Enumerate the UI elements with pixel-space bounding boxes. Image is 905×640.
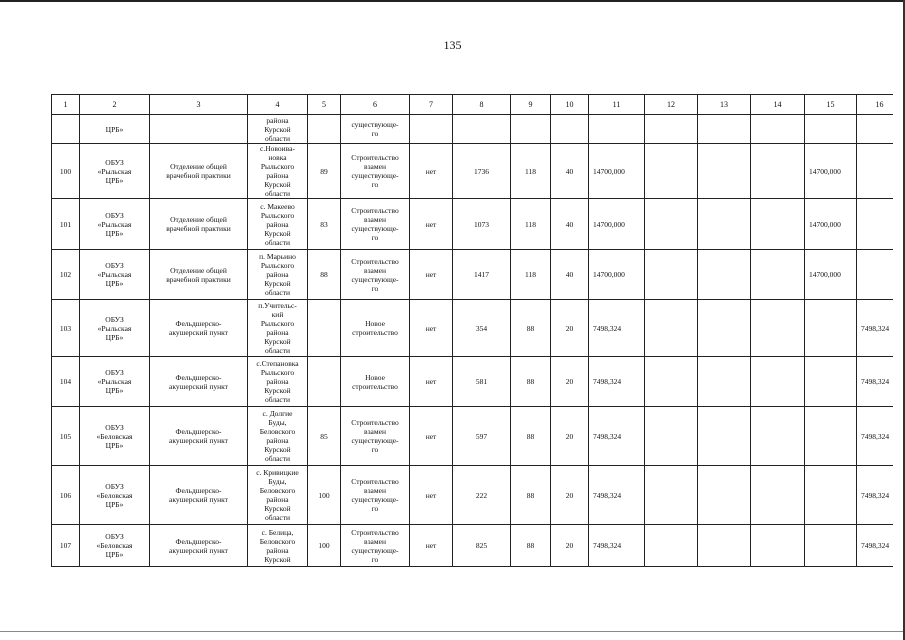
- table-cell-col-11: 14700,000: [589, 144, 645, 199]
- table-cell-col-6: Новое строительство: [341, 300, 410, 357]
- table-cell-col-7: [410, 115, 453, 144]
- column-number-3: 3: [150, 95, 248, 115]
- table-cell-col-1: 100: [52, 144, 80, 199]
- table-cell-col-1: 104: [52, 357, 80, 407]
- column-number-5: 5: [308, 95, 341, 115]
- table-cell-col-7: нет: [410, 525, 453, 567]
- table-cell-col-9: 88: [511, 300, 551, 357]
- table-cell-col-11: 7498,324: [589, 525, 645, 567]
- table-cell-col-15: [805, 407, 857, 466]
- table-cell-col-8: 1073: [453, 199, 511, 250]
- table-cell-col-8: 597: [453, 407, 511, 466]
- table-cell-col-3: Фельдшерско- акушерский пункт: [150, 525, 248, 567]
- table-cell-col-9: 88: [511, 407, 551, 466]
- table-cell-col-4: с. Макеево Рыльского района Курской области: [248, 199, 308, 250]
- table-cell-col-5: 83: [308, 199, 341, 250]
- table-cell-col-10: 20: [551, 525, 589, 567]
- table-row: [52, 525, 894, 567]
- table-cell-col-6: Строительство взамен существующе- го: [341, 199, 410, 250]
- table-cell-col-11: 7498,324: [589, 407, 645, 466]
- table-cell-col-10: 40: [551, 199, 589, 250]
- table-cell-col-11: 14700,000: [589, 250, 645, 300]
- table-cell-col-13: [698, 525, 751, 567]
- table-cell-col-16: 7498,324: [857, 466, 894, 525]
- table-cell-col-10: 20: [551, 466, 589, 525]
- page-number: 135: [443, 38, 462, 52]
- table-cell-col-9: 88: [511, 466, 551, 525]
- table-cell-col-2: ОБУЗ «Беловская ЦРБ»: [80, 407, 150, 466]
- table-row: [52, 466, 894, 525]
- table-cell-col-6: Строительство взамен существующе- го: [341, 250, 410, 300]
- table-cell-col-16: 7498,324: [857, 300, 894, 357]
- table-cell-col-3: Отделение общей врачебной практики: [150, 250, 248, 300]
- table-cell-col-4: района Курской области: [248, 115, 308, 144]
- table-cell-col-14: [751, 407, 805, 466]
- table-cell-col-16: 7498,324: [857, 357, 894, 407]
- table-cell-col-16: 7498,324: [857, 525, 894, 567]
- table-cell-col-5: [308, 300, 341, 357]
- table-cell-col-4: с.Степановка Рыльского района Курской области: [248, 357, 308, 407]
- table-cell-col-12: [645, 199, 698, 250]
- table-cell-col-15: 14700,000: [805, 144, 857, 199]
- table-cell-col-5: 85: [308, 407, 341, 466]
- table-cell-col-16: [857, 250, 894, 300]
- table-cell-col-5: 100: [308, 525, 341, 567]
- table-cell-col-15: [805, 466, 857, 525]
- table-cell-col-14: [751, 250, 805, 300]
- table-cell-col-13: [698, 300, 751, 357]
- table-cell-col-14: [751, 115, 805, 144]
- column-number-13: 13: [698, 95, 751, 115]
- table-cell-col-9: 118: [511, 250, 551, 300]
- column-number-16: 16: [857, 95, 894, 115]
- table-cell-col-2: ОБУЗ «Рыльская ЦРБ»: [80, 357, 150, 407]
- table-cell-col-15: 14700,000: [805, 250, 857, 300]
- table-cell-col-11: [589, 115, 645, 144]
- table-cell-col-2: ОБУЗ «Беловская ЦРБ»: [80, 466, 150, 525]
- table-cell-col-2: ОБУЗ «Беловская ЦРБ»: [80, 525, 150, 567]
- table-cell-col-10: 20: [551, 300, 589, 357]
- column-number-14: 14: [751, 95, 805, 115]
- scan-bottom-edge: [0, 631, 905, 632]
- table-cell-col-15: [805, 300, 857, 357]
- table-cell-col-14: [751, 357, 805, 407]
- table-cell-col-14: [751, 144, 805, 199]
- table-cell-col-15: [805, 357, 857, 407]
- table-cell-col-6: Строительство взамен существующе- го: [341, 144, 410, 199]
- table-cell-col-5: [308, 115, 341, 144]
- table-cell-col-10: 20: [551, 357, 589, 407]
- column-number-4: 4: [248, 95, 308, 115]
- table-cell-col-15: [805, 525, 857, 567]
- scan-top-edge: [0, 0, 905, 2]
- column-number-2: 2: [80, 95, 150, 115]
- column-number-1: 1: [52, 95, 80, 115]
- table-cell-col-15: [805, 115, 857, 144]
- table-cell-col-11: 7498,324: [589, 357, 645, 407]
- table-cell-col-3: Отделение общей врачебной практики: [150, 144, 248, 199]
- table-cell-col-16: [857, 199, 894, 250]
- table-row: [52, 115, 894, 144]
- table-cell-col-10: 20: [551, 407, 589, 466]
- table-cell-col-1: 102: [52, 250, 80, 300]
- table-cell-col-8: 825: [453, 525, 511, 567]
- table-cell-col-7: нет: [410, 407, 453, 466]
- table-cell-col-7: нет: [410, 144, 453, 199]
- table-cell-col-6: Новое строительство: [341, 357, 410, 407]
- column-number-15: 15: [805, 95, 857, 115]
- table-row: [52, 199, 894, 250]
- table-cell-col-6: существующе- го: [341, 115, 410, 144]
- table-cell-col-12: [645, 115, 698, 144]
- table-cell-col-8: 1417: [453, 250, 511, 300]
- table-cell-col-9: 88: [511, 357, 551, 407]
- table-cell-col-8: 354: [453, 300, 511, 357]
- table-cell-col-7: нет: [410, 357, 453, 407]
- facilities-table: [51, 94, 893, 567]
- table-cell-col-16: [857, 144, 894, 199]
- table-cell-col-6: Строительство взамен существующе- го: [341, 407, 410, 466]
- column-number-9: 9: [511, 95, 551, 115]
- table-cell-col-7: нет: [410, 199, 453, 250]
- table-cell-col-5: [308, 357, 341, 407]
- table-row: [52, 407, 894, 466]
- table-cell-col-4: с. Кривицкие Буды, Беловского района Курской области: [248, 466, 308, 525]
- table-cell-col-7: нет: [410, 250, 453, 300]
- table-cell-col-8: 1736: [453, 144, 511, 199]
- table-row: [52, 250, 894, 300]
- table-cell-col-16: [857, 115, 894, 144]
- table-cell-col-13: [698, 357, 751, 407]
- table-cell-col-5: 89: [308, 144, 341, 199]
- table-cell-col-13: [698, 144, 751, 199]
- table-cell-col-12: [645, 250, 698, 300]
- table-cell-col-5: 88: [308, 250, 341, 300]
- table-cell-col-2: ОБУЗ «Рыльская ЦРБ»: [80, 300, 150, 357]
- table-cell-col-2: ЦРБ»: [80, 115, 150, 144]
- table-cell-col-3: Отделение общей врачебной практики: [150, 199, 248, 250]
- table-cell-col-4: с. Долгие Буды, Беловского района Курской области: [248, 407, 308, 466]
- table-cell-col-13: [698, 407, 751, 466]
- table-cell-col-10: [551, 115, 589, 144]
- table-cell-col-15: 14700,000: [805, 199, 857, 250]
- column-number-10: 10: [551, 95, 589, 115]
- column-number-8: 8: [453, 95, 511, 115]
- table-row: [52, 357, 894, 407]
- column-number-6: 6: [341, 95, 410, 115]
- table-cell-col-3: Фельдшерско- акушерский пункт: [150, 357, 248, 407]
- table-cell-col-13: [698, 115, 751, 144]
- table-cell-col-1: 107: [52, 525, 80, 567]
- table-cell-col-13: [698, 199, 751, 250]
- column-number-11: 11: [589, 95, 645, 115]
- table-cell-col-6: Строительство взамен существующе- го: [341, 525, 410, 567]
- table-cell-col-1: [52, 115, 80, 144]
- table-cell-col-14: [751, 300, 805, 357]
- table-row: [52, 144, 894, 199]
- column-number-row: [52, 95, 894, 115]
- table-cell-col-12: [645, 144, 698, 199]
- table-cell-col-7: нет: [410, 466, 453, 525]
- table-cell-col-5: 100: [308, 466, 341, 525]
- table-cell-col-1: 103: [52, 300, 80, 357]
- table-cell-col-1: 105: [52, 407, 80, 466]
- table-cell-col-14: [751, 466, 805, 525]
- table-cell-col-2: ОБУЗ «Рыльская ЦРБ»: [80, 144, 150, 199]
- table-cell-col-12: [645, 357, 698, 407]
- table-cell-col-8: [453, 115, 511, 144]
- table-cell-col-1: 106: [52, 466, 80, 525]
- table-cell-col-12: [645, 466, 698, 525]
- table-cell-col-12: [645, 300, 698, 357]
- table-cell-col-4: п. Марьино Рыльского района Курской области: [248, 250, 308, 300]
- table-cell-col-11: 7498,324: [589, 466, 645, 525]
- table-cell-col-11: 14700,000: [589, 199, 645, 250]
- table-cell-col-11: 7498,324: [589, 300, 645, 357]
- table-cell-col-14: [751, 199, 805, 250]
- table-row: [52, 300, 894, 357]
- table-cell-col-9: [511, 115, 551, 144]
- column-number-7: 7: [410, 95, 453, 115]
- table-cell-col-12: [645, 525, 698, 567]
- table-cell-col-4: п.Учительс- кий Рыльского района Курской области: [248, 300, 308, 357]
- table-cell-col-4: с. Белица, Беловского района Курской: [248, 525, 308, 567]
- document-table-region: [51, 94, 893, 571]
- table-cell-col-14: [751, 525, 805, 567]
- table-cell-col-7: нет: [410, 300, 453, 357]
- table-cell-col-4: с.Новоива- новка Рыльского района Курской области: [248, 144, 308, 199]
- column-number-12: 12: [645, 95, 698, 115]
- table-cell-col-13: [698, 466, 751, 525]
- table-cell-col-2: ОБУЗ «Рыльская ЦРБ»: [80, 199, 150, 250]
- table-cell-col-3: [150, 115, 248, 144]
- table-cell-col-9: 118: [511, 199, 551, 250]
- table-cell-col-3: Фельдшерско- акушерский пункт: [150, 407, 248, 466]
- table-cell-col-16: 7498,324: [857, 407, 894, 466]
- table-cell-col-9: 118: [511, 144, 551, 199]
- table-cell-col-8: 222: [453, 466, 511, 525]
- table-cell-col-10: 40: [551, 144, 589, 199]
- table-cell-col-13: [698, 250, 751, 300]
- table-cell-col-1: 101: [52, 199, 80, 250]
- table-cell-col-10: 40: [551, 250, 589, 300]
- table-cell-col-2: ОБУЗ «Рыльская ЦРБ»: [80, 250, 150, 300]
- table-cell-col-12: [645, 407, 698, 466]
- table-cell-col-6: Строительство взамен существующе- го: [341, 466, 410, 525]
- table-cell-col-8: 581: [453, 357, 511, 407]
- table-cell-col-3: Фельдшерско- акушерский пункт: [150, 300, 248, 357]
- table-cell-col-9: 88: [511, 525, 551, 567]
- table-cell-col-3: Фельдшерско- акушерский пункт: [150, 466, 248, 525]
